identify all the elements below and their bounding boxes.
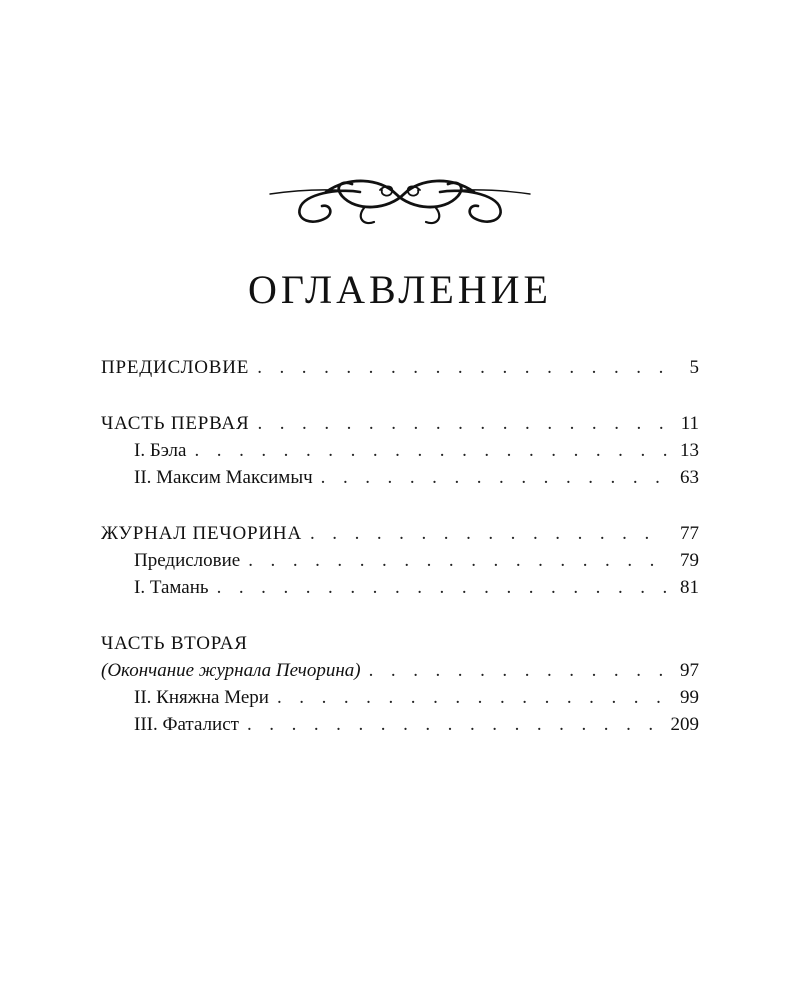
toc-entry-label: ЧАСТЬ ВТОРАЯ xyxy=(101,633,248,654)
flourish-ornament-icon xyxy=(268,168,532,232)
toc-page-number: 79 xyxy=(680,550,699,571)
toc-entry-fatalist[interactable] xyxy=(101,711,699,738)
toc-page-number: 5 xyxy=(689,357,699,378)
toc-entry-label: ЖУРНАЛ ПЕЧОРИНА xyxy=(101,523,302,544)
dot-leader xyxy=(369,657,667,684)
toc-page-number: 11 xyxy=(680,413,699,434)
dot-leader xyxy=(217,574,667,601)
toc-entry-label: Предисловие xyxy=(134,550,241,571)
toc-entry-princess-mary[interactable] xyxy=(101,684,699,711)
toc-entry-journal-preface[interactable] xyxy=(101,547,699,574)
dot-leader xyxy=(247,711,665,738)
table-of-contents xyxy=(101,354,699,738)
dot-leader xyxy=(194,437,667,464)
toc-entry-label: II. Максим Максимыч xyxy=(134,467,313,488)
toc-entry-part-one[interactable] xyxy=(101,410,699,437)
page-title: ОГЛАВЛЕНИЕ xyxy=(248,267,552,312)
dot-leader xyxy=(257,354,667,381)
dot-leader xyxy=(248,547,667,574)
toc-entry-label: I. Тамань xyxy=(134,577,209,598)
toc-page-number: 97 xyxy=(680,660,699,681)
toc-entry-preface[interactable] xyxy=(101,354,699,381)
toc-page-number: 99 xyxy=(680,687,699,708)
toc-entry-journal-ending[interactable] xyxy=(101,657,699,684)
toc-entry-bela[interactable] xyxy=(101,437,699,464)
toc-page-number: 209 xyxy=(670,714,699,735)
toc-page-number: 13 xyxy=(680,440,699,461)
toc-entry-taman[interactable] xyxy=(101,574,699,601)
toc-page-number: 77 xyxy=(680,523,699,544)
toc-entry-label: II. Княжна Мери xyxy=(134,687,269,708)
toc-page-number: 81 xyxy=(680,577,699,598)
toc-entry-pechorin-journal[interactable] xyxy=(101,520,699,547)
toc-entry-label: ЧАСТЬ ПЕРВАЯ xyxy=(101,413,250,434)
toc-entry-label: (Окончание журнала Печорина) xyxy=(101,660,361,681)
dot-leader xyxy=(277,684,667,711)
toc-page-number: 63 xyxy=(680,467,699,488)
dot-leader xyxy=(321,464,667,491)
toc-entry-label: ПРЕДИСЛОВИЕ xyxy=(101,357,250,378)
toc-entry-part-two[interactable] xyxy=(101,630,699,657)
toc-entry-label: III. Фаталист xyxy=(134,714,239,735)
dot-leader xyxy=(310,520,667,547)
toc-entry-maksim-maksimych[interactable] xyxy=(101,464,699,491)
dot-leader xyxy=(257,410,667,437)
toc-entry-label: I. Бэла xyxy=(134,440,187,461)
